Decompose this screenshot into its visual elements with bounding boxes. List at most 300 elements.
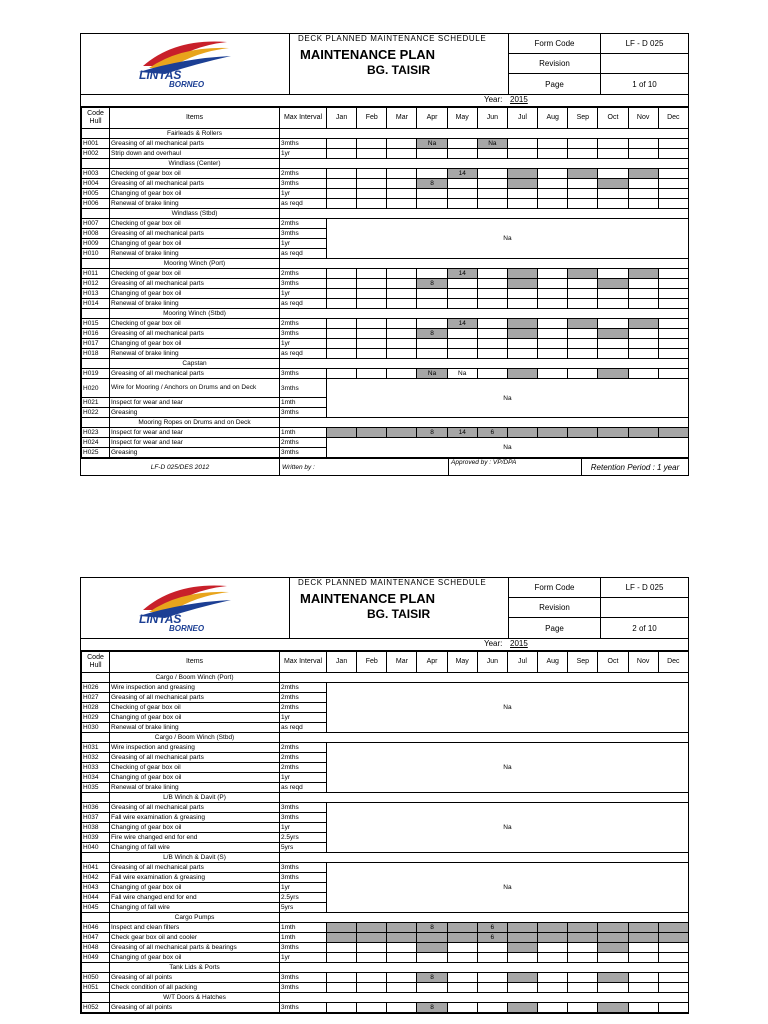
- task-code: H033: [82, 763, 110, 773]
- month-cell-mar: [387, 149, 417, 159]
- task-code: H037: [82, 813, 110, 823]
- col-month-oct: Oct: [598, 652, 628, 673]
- month-cell-jan: [327, 169, 357, 179]
- task-item: Inspect for wear and tear: [110, 438, 280, 448]
- section-code: [82, 793, 110, 803]
- task-row: [82, 803, 689, 813]
- month-cell-apr: 8: [417, 428, 447, 438]
- section-title: Windlass (Center): [110, 159, 280, 169]
- task-code: H036: [82, 803, 110, 813]
- task-row: [82, 279, 689, 289]
- task-item: Inspect for wear and tear: [110, 428, 280, 438]
- task-interval: 1yr: [280, 289, 327, 299]
- month-cell-nov: [628, 189, 658, 199]
- month-cell-nov: [628, 983, 658, 993]
- task-row: [82, 219, 689, 229]
- month-cell-sep: [568, 319, 598, 329]
- sheet-header: [81, 34, 688, 95]
- task-code: H021: [82, 398, 110, 408]
- task-item: Changing of fall wire: [110, 903, 280, 913]
- month-cell-jun: [477, 953, 507, 963]
- month-cell-may: [447, 923, 477, 933]
- task-row: [82, 438, 689, 448]
- month-cell-may: [447, 179, 477, 189]
- col-month-feb: Feb: [357, 108, 387, 129]
- month-cell-oct: [598, 339, 628, 349]
- task-row: [82, 289, 689, 299]
- month-cell-feb: [357, 269, 387, 279]
- month-cell-may: [447, 943, 477, 953]
- month-cell-mar: [387, 269, 417, 279]
- month-cell-apr: [417, 289, 447, 299]
- col-month-nov: Nov: [628, 108, 658, 129]
- year-value: 2015: [510, 95, 528, 104]
- section-row: [82, 129, 689, 139]
- task-code: H025: [82, 448, 110, 458]
- month-cell-jul: [507, 189, 537, 199]
- month-cell-dec: [658, 149, 688, 159]
- month-cell-jan: [327, 349, 357, 359]
- task-code: H020: [82, 379, 110, 398]
- month-cell-sep: [568, 973, 598, 983]
- month-cell-sep: [568, 329, 598, 339]
- month-cell-may: [447, 299, 477, 309]
- month-cell-jul: [507, 289, 537, 299]
- month-cell-apr: [417, 319, 447, 329]
- task-item: Greasing: [110, 448, 280, 458]
- task-item: Greasing of all mechanical parts: [110, 753, 280, 763]
- month-cell-jun: [477, 289, 507, 299]
- month-cell-feb: [357, 199, 387, 209]
- month-cell-aug: [538, 189, 568, 199]
- month-cell-aug: [538, 369, 568, 379]
- maintenance-table: [81, 107, 689, 458]
- month-cell-jul: [507, 1003, 537, 1013]
- task-item: Renewal of brake lining: [110, 249, 280, 259]
- month-cell-aug: [538, 179, 568, 189]
- task-row: [82, 179, 689, 189]
- month-cell-jan: [327, 369, 357, 379]
- month-cell-oct: [598, 973, 628, 983]
- month-cell-may: [447, 973, 477, 983]
- task-code: H038: [82, 823, 110, 833]
- task-interval: 2.5yrs: [280, 893, 327, 903]
- task-item: Greasing of all points: [110, 973, 280, 983]
- task-item: Greasing of all mechanical parts: [110, 803, 280, 813]
- month-cell-nov: [628, 943, 658, 953]
- task-code: H013: [82, 289, 110, 299]
- section-months: [280, 993, 689, 1003]
- section-months: [280, 793, 689, 803]
- month-cell-jun: [477, 369, 507, 379]
- page-number: 2 of 10: [632, 623, 657, 633]
- month-cell-nov: [628, 369, 658, 379]
- month-cell-aug: [538, 1003, 568, 1013]
- month-cell-jun: [477, 973, 507, 983]
- section-title: W/T Doors & Hatches: [110, 993, 280, 1003]
- sheet-footer: [81, 458, 688, 475]
- task-item: Changing of gear box oil: [110, 339, 280, 349]
- month-cell-oct: [598, 319, 628, 329]
- col-items: Items: [110, 108, 280, 129]
- task-code: H004: [82, 179, 110, 189]
- task-code: H044: [82, 893, 110, 903]
- task-item: Checking of gear box oil: [110, 703, 280, 713]
- task-interval: as reqd: [280, 783, 327, 793]
- section-row: [82, 359, 689, 369]
- month-cell-nov: [628, 179, 658, 189]
- schedule-sheet-page-1: [80, 33, 689, 476]
- form-code-value: LF - D 025: [601, 578, 688, 598]
- month-cell-may: 14: [447, 169, 477, 179]
- month-cell-sep: [568, 179, 598, 189]
- task-code: H026: [82, 683, 110, 693]
- revision-label: Revision: [509, 598, 601, 618]
- section-title: Mooring Ropes on Drums and on Deck: [110, 418, 280, 428]
- month-cell-apr: 8: [417, 973, 447, 983]
- task-code: H030: [82, 723, 110, 733]
- month-cell-nov: [628, 953, 658, 963]
- month-cell-aug: [538, 983, 568, 993]
- month-cell-aug: [538, 923, 568, 933]
- month-cell-aug: [538, 169, 568, 179]
- month-cell-aug: [538, 289, 568, 299]
- month-cell-apr: [417, 349, 447, 359]
- month-cell-dec: [658, 933, 688, 943]
- form-info: [509, 578, 688, 638]
- task-code: H049: [82, 953, 110, 963]
- task-row: [82, 379, 689, 398]
- task-code: H050: [82, 973, 110, 983]
- task-interval: 3mths: [280, 863, 327, 873]
- not-applicable-cell: Na: [327, 743, 689, 793]
- month-cell-dec: [658, 329, 688, 339]
- month-cell-jun: [477, 349, 507, 359]
- month-cell-feb: [357, 169, 387, 179]
- task-interval: 1yr: [280, 713, 327, 723]
- task-interval: 3mths: [280, 813, 327, 823]
- task-item: Checking of gear box oil: [110, 219, 280, 229]
- footer-approved-by: Approved by : VP/DPA: [449, 459, 582, 475]
- month-cell-sep: [568, 139, 598, 149]
- task-row: [82, 943, 689, 953]
- month-cell-dec: [658, 983, 688, 993]
- month-cell-may: [447, 149, 477, 159]
- month-cell-apr: [417, 933, 447, 943]
- section-months: [280, 418, 689, 428]
- col-month-dec: Dec: [658, 652, 688, 673]
- col-month-mar: Mar: [387, 652, 417, 673]
- task-code: H035: [82, 783, 110, 793]
- task-code: H009: [82, 239, 110, 249]
- month-cell-may: [447, 953, 477, 963]
- task-item: Checking of gear box oil: [110, 319, 280, 329]
- month-cell-jun: [477, 983, 507, 993]
- task-row: [82, 863, 689, 873]
- col-month-oct: Oct: [598, 108, 628, 129]
- task-interval: 1mth: [280, 428, 327, 438]
- month-cell-oct: [598, 299, 628, 309]
- month-cell-feb: [357, 279, 387, 289]
- task-item: Checking of gear box oil: [110, 763, 280, 773]
- month-cell-jan: [327, 973, 357, 983]
- task-item: Inspect and clean filters: [110, 923, 280, 933]
- task-item: Wire inspection and greasing: [110, 683, 280, 693]
- month-cell-aug: [538, 329, 568, 339]
- section-row: [82, 733, 689, 743]
- month-cell-sep: [568, 149, 598, 159]
- task-item: Greasing of all mechanical parts: [110, 369, 280, 379]
- logo-cell: [81, 578, 290, 638]
- month-cell-dec: [658, 319, 688, 329]
- task-row: [82, 923, 689, 933]
- month-cell-jul: [507, 279, 537, 289]
- month-cell-sep: [568, 339, 598, 349]
- task-code: H046: [82, 923, 110, 933]
- task-item: Greasing of all mechanical parts: [110, 179, 280, 189]
- col-month-feb: Feb: [357, 652, 387, 673]
- month-cell-apr: [417, 953, 447, 963]
- month-cell-feb: [357, 299, 387, 309]
- month-cell-dec: [658, 299, 688, 309]
- month-cell-feb: [357, 369, 387, 379]
- task-interval: 2mths: [280, 683, 327, 693]
- month-cell-mar: [387, 923, 417, 933]
- section-title: Tank Lids & Ports: [110, 963, 280, 973]
- task-interval: 2mths: [280, 219, 327, 229]
- month-cell-jul: [507, 943, 537, 953]
- month-cell-jun: [477, 169, 507, 179]
- task-item: Greasing of all mechanical parts: [110, 693, 280, 703]
- not-applicable-cell: Na: [327, 438, 689, 458]
- footer-retention: Retention Period : 1 year: [590, 462, 680, 472]
- task-interval: 3mths: [280, 448, 327, 458]
- task-row: [82, 339, 689, 349]
- month-cell-mar: [387, 428, 417, 438]
- task-item: Changing of gear box oil: [110, 713, 280, 723]
- month-cell-jun: [477, 179, 507, 189]
- task-code: H016: [82, 329, 110, 339]
- month-cell-jun: [477, 299, 507, 309]
- month-cell-apr: [417, 149, 447, 159]
- task-row: [82, 349, 689, 359]
- section-months: [280, 159, 689, 169]
- task-interval: 3mths: [280, 803, 327, 813]
- month-cell-feb: [357, 319, 387, 329]
- month-cell-jan: [327, 933, 357, 943]
- month-cell-sep: [568, 289, 598, 299]
- task-code: H003: [82, 169, 110, 179]
- month-cell-jan: [327, 289, 357, 299]
- col-code-hull: Code Hull: [82, 108, 110, 129]
- month-cell-oct: [598, 279, 628, 289]
- month-cell-dec: [658, 973, 688, 983]
- task-interval: 1mth: [280, 398, 327, 408]
- month-cell-mar: [387, 983, 417, 993]
- vessel-name: BG. TAISIR: [367, 63, 431, 77]
- task-item: Changing of gear box oil: [110, 239, 280, 249]
- month-cell-may: [447, 339, 477, 349]
- month-cell-oct: [598, 139, 628, 149]
- section-months: [280, 259, 689, 269]
- form-code-label: Form Code: [509, 578, 601, 598]
- month-cell-apr: [417, 169, 447, 179]
- section-code: [82, 673, 110, 683]
- month-cell-mar: [387, 953, 417, 963]
- task-code: H008: [82, 229, 110, 239]
- section-title: Mooring Winch (Port): [110, 259, 280, 269]
- task-code: H028: [82, 703, 110, 713]
- month-cell-may: [447, 139, 477, 149]
- month-cell-mar: [387, 319, 417, 329]
- task-item: Greasing of all mechanical parts: [110, 863, 280, 873]
- task-item: Changing of gear box oil: [110, 189, 280, 199]
- section-code: [82, 359, 110, 369]
- month-cell-feb: [357, 289, 387, 299]
- task-interval: 1yr: [280, 953, 327, 963]
- month-cell-dec: [658, 953, 688, 963]
- task-interval: 1mth: [280, 923, 327, 933]
- month-cell-jan: [327, 329, 357, 339]
- form-code-value: LF - D 025: [601, 34, 688, 54]
- task-interval: 1yr: [280, 773, 327, 783]
- month-cell-nov: [628, 319, 658, 329]
- section-months: [280, 209, 689, 219]
- section-row: [82, 793, 689, 803]
- section-code: [82, 913, 110, 923]
- page-number: 1 of 10: [632, 79, 657, 89]
- month-cell-dec: [658, 349, 688, 359]
- month-cell-dec: [658, 199, 688, 209]
- task-row: [82, 329, 689, 339]
- month-cell-feb: [357, 1003, 387, 1013]
- section-code: [82, 993, 110, 1003]
- column-header-row: [82, 652, 689, 673]
- month-cell-mar: [387, 1003, 417, 1013]
- month-cell-feb: [357, 179, 387, 189]
- year-value: 2015: [510, 639, 528, 648]
- col-month-aug: Aug: [538, 108, 568, 129]
- task-interval: as reqd: [280, 199, 327, 209]
- month-cell-sep: [568, 269, 598, 279]
- month-cell-may: [447, 933, 477, 943]
- task-interval: 3mths: [280, 873, 327, 883]
- task-item: Changing of gear box oil: [110, 289, 280, 299]
- month-cell-dec: [658, 139, 688, 149]
- section-title: Capstan: [110, 359, 280, 369]
- task-interval: 3mths: [280, 973, 327, 983]
- task-interval: 1mth: [280, 933, 327, 943]
- month-cell-mar: [387, 933, 417, 943]
- task-code: H014: [82, 299, 110, 309]
- month-cell-apr: Na: [417, 139, 447, 149]
- task-item: Fire wire changed end for end: [110, 833, 280, 843]
- month-cell-jun: [477, 189, 507, 199]
- month-cell-mar: [387, 189, 417, 199]
- month-cell-jul: [507, 269, 537, 279]
- col-month-apr: Apr: [417, 108, 447, 129]
- task-code: H031: [82, 743, 110, 753]
- section-title: Cargo Pumps: [110, 913, 280, 923]
- month-cell-nov: [628, 149, 658, 159]
- month-cell-mar: [387, 279, 417, 289]
- month-cell-jun: 6: [477, 933, 507, 943]
- month-cell-oct: [598, 923, 628, 933]
- month-cell-jul: [507, 299, 537, 309]
- task-code: H012: [82, 279, 110, 289]
- month-cell-oct: [598, 289, 628, 299]
- month-cell-apr: [417, 983, 447, 993]
- section-title: Windlass (Stbd): [110, 209, 280, 219]
- col-month-sep: Sep: [568, 652, 598, 673]
- section-title: L/B Winch & Davit (P): [110, 793, 280, 803]
- task-row: [82, 269, 689, 279]
- task-row: [82, 953, 689, 963]
- task-code: H039: [82, 833, 110, 843]
- year-row: [81, 95, 688, 107]
- task-interval: 2mths: [280, 753, 327, 763]
- month-cell-jun: [477, 339, 507, 349]
- section-code: [82, 159, 110, 169]
- month-cell-dec: [658, 279, 688, 289]
- section-row: [82, 209, 689, 219]
- month-cell-aug: [538, 953, 568, 963]
- month-cell-feb: [357, 349, 387, 359]
- month-cell-jul: [507, 139, 537, 149]
- month-cell-feb: [357, 189, 387, 199]
- month-cell-mar: [387, 299, 417, 309]
- task-code: H051: [82, 983, 110, 993]
- month-cell-jun: [477, 1003, 507, 1013]
- month-cell-sep: [568, 933, 598, 943]
- section-months: [280, 913, 689, 923]
- section-row: [82, 913, 689, 923]
- year-row: [81, 639, 688, 651]
- month-cell-apr: [417, 269, 447, 279]
- month-cell-oct: [598, 933, 628, 943]
- task-code: H022: [82, 408, 110, 418]
- task-row: [82, 199, 689, 209]
- month-cell-jul: [507, 933, 537, 943]
- month-cell-mar: [387, 339, 417, 349]
- section-code: [82, 259, 110, 269]
- month-cell-may: 14: [447, 269, 477, 279]
- task-item: Renewal of brake lining: [110, 199, 280, 209]
- month-cell-oct: [598, 953, 628, 963]
- month-cell-may: [447, 189, 477, 199]
- month-cell-aug: [538, 319, 568, 329]
- month-cell-oct: [598, 369, 628, 379]
- task-interval: 3mths: [280, 1003, 327, 1013]
- month-cell-oct: [598, 189, 628, 199]
- year-label: Year:: [484, 639, 503, 648]
- task-interval: 3mths: [280, 943, 327, 953]
- task-interval: 2mths: [280, 319, 327, 329]
- logo-text-borneo: BORNEO: [169, 80, 205, 89]
- month-cell-feb: [357, 973, 387, 983]
- month-cell-apr: [417, 339, 447, 349]
- task-code: H017: [82, 339, 110, 349]
- task-interval: 2mths: [280, 269, 327, 279]
- col-code-hull: Code Hull: [82, 652, 110, 673]
- month-cell-jul: [507, 339, 537, 349]
- month-cell-oct: [598, 1003, 628, 1013]
- not-applicable-cell: Na: [327, 803, 689, 853]
- col-month-jun: Jun: [477, 652, 507, 673]
- month-cell-jan: [327, 1003, 357, 1013]
- month-cell-aug: [538, 139, 568, 149]
- month-cell-aug: [538, 269, 568, 279]
